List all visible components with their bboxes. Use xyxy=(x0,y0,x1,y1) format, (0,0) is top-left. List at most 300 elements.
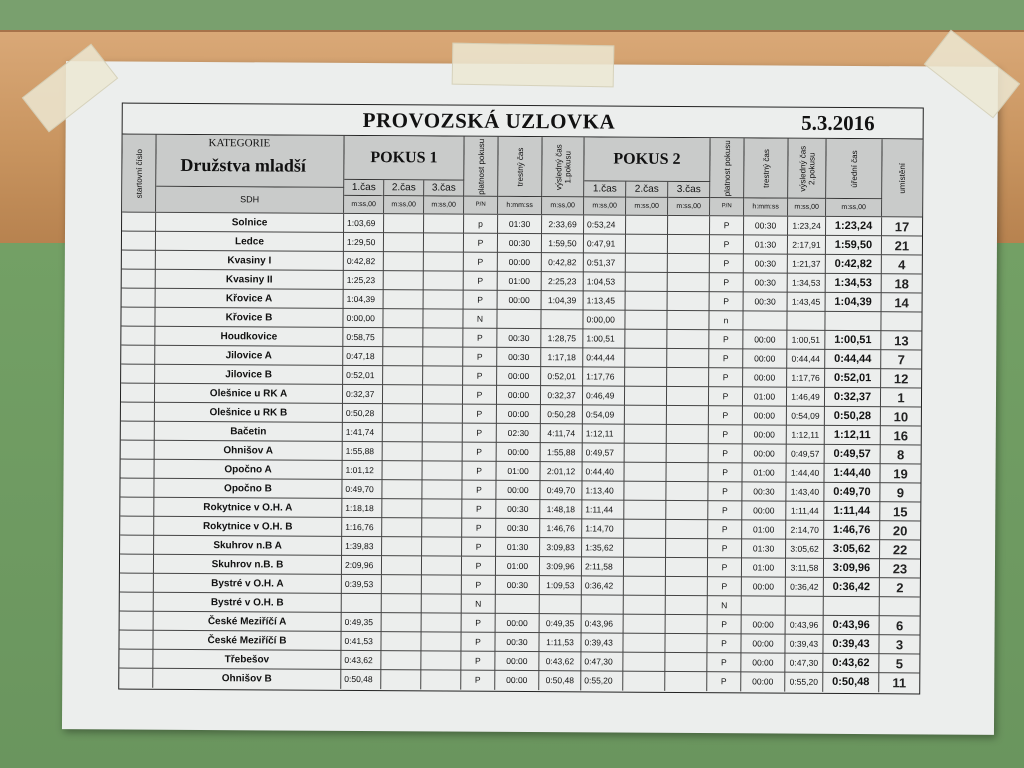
cell-name: Olešnice u RK A xyxy=(155,384,343,404)
cell-empty xyxy=(120,612,154,631)
cell-p2: 1:04,53 xyxy=(584,272,626,291)
cell-t2 xyxy=(743,311,787,330)
cell-empty xyxy=(624,463,666,482)
cell-p2: 1:13,45 xyxy=(584,291,626,310)
table-row xyxy=(119,668,919,693)
cell-t1 xyxy=(497,310,541,329)
tape-top xyxy=(452,43,615,88)
cell-p2: 0:43,96 xyxy=(582,614,624,633)
cell-r2: 1:34,53 xyxy=(788,274,826,293)
cell-v1: P xyxy=(462,614,496,633)
cell-empty xyxy=(383,328,423,347)
cell-p1: 1:16,76 xyxy=(342,518,382,537)
cell-empty xyxy=(381,632,421,651)
cell-r1: 0:52,01 xyxy=(541,367,583,386)
vysledny1-label: výsledný čas 1.pokusu xyxy=(553,143,573,190)
cell-r2: 1:23,24 xyxy=(788,217,826,236)
cell-off: 1:59,50 xyxy=(826,236,882,255)
cell-rank: 11 xyxy=(892,675,907,691)
cell-empty xyxy=(120,574,154,593)
cell-empty xyxy=(422,518,462,537)
cell-t2: 00:00 xyxy=(742,577,786,596)
header-platnost2 xyxy=(710,138,744,198)
cell-v1: P xyxy=(461,633,495,652)
cell-off: 0:39,43 xyxy=(823,635,879,654)
cell-p1: 0:00,00 xyxy=(343,309,383,328)
cell-rank: 14 xyxy=(894,295,909,311)
cell-p2: 1:00,51 xyxy=(583,329,625,348)
cell-r1: 0:32,37 xyxy=(541,386,583,405)
cell-empty xyxy=(122,213,156,232)
cell-p1: 1:25,23 xyxy=(344,271,384,290)
cell-v2: P xyxy=(708,482,742,501)
cell-p2: 0:36,42 xyxy=(582,576,624,595)
cell-name: Rokytnice v O.H. B xyxy=(154,517,342,537)
cell-r1: 0:42,82 xyxy=(542,253,584,272)
cell-empty xyxy=(624,558,666,577)
cell-p1: 2:09,96 xyxy=(342,556,382,575)
cell-v1: P xyxy=(462,500,496,519)
cell-p1: 0:50,28 xyxy=(343,404,383,423)
hmmss2-label: h:mm:ss xyxy=(744,198,788,215)
cell-t1: 00:00 xyxy=(497,443,541,462)
cell-empty xyxy=(625,330,667,349)
cell-empty xyxy=(382,537,422,556)
cell-empty xyxy=(623,672,665,691)
cell-v1: P xyxy=(463,348,497,367)
cell-p2: 0:51,37 xyxy=(584,253,626,272)
cell-v2: P xyxy=(710,235,744,254)
cell-t1: 00:30 xyxy=(497,329,541,348)
cell-p1: 0:39,53 xyxy=(342,575,382,594)
cell-t1: 00:30 xyxy=(497,348,541,367)
cell-rank: 5 xyxy=(895,656,904,672)
cell-empty xyxy=(624,596,666,615)
cell-empty xyxy=(424,233,464,252)
cell-r1: 1:11,53 xyxy=(539,633,581,652)
cell-empty xyxy=(424,252,464,271)
cell-t2: 00:30 xyxy=(744,292,788,311)
cell-r2: 0:43,96 xyxy=(786,616,824,635)
cell-t1: 00:30 xyxy=(498,234,542,253)
cell-empty xyxy=(666,520,708,539)
cell-empty xyxy=(624,615,666,634)
cell-v2: P xyxy=(709,387,743,406)
start-no-label: startovní číslo xyxy=(134,148,144,198)
header-start-no xyxy=(122,135,156,212)
cell-p2: 2:11,58 xyxy=(582,557,624,576)
trestny2-label: trestný čas xyxy=(761,148,771,188)
header-category xyxy=(156,135,344,188)
cell-v2: n xyxy=(709,311,743,330)
cell-empty xyxy=(422,461,462,480)
cell-empty xyxy=(625,349,667,368)
cell-t2: 00:30 xyxy=(742,482,786,501)
cell-v2: P xyxy=(708,615,742,634)
cell-empty xyxy=(625,311,667,330)
cell-empty xyxy=(666,463,708,482)
cell-empty xyxy=(384,214,424,233)
cell-r2 xyxy=(787,312,825,331)
cell-off: 0:32,37 xyxy=(825,388,881,407)
cell-empty xyxy=(423,366,463,385)
cell-empty xyxy=(424,214,464,233)
cell-t1: 00:30 xyxy=(496,519,540,538)
cell-empty xyxy=(381,651,421,670)
cell-p1: 0:41,53 xyxy=(341,632,381,651)
cell-rank xyxy=(881,312,921,331)
cell-r1: 1:59,50 xyxy=(542,234,584,253)
cell-empty xyxy=(383,423,423,442)
cell-p2: 1:12,11 xyxy=(583,424,625,443)
cell-r2: 1:12,11 xyxy=(787,426,825,445)
cell-t2: 01:00 xyxy=(742,520,786,539)
cell-p1: 1:41,74 xyxy=(343,423,383,442)
cell-empty xyxy=(668,216,710,235)
cell-empty xyxy=(668,273,710,292)
cell-empty xyxy=(121,327,155,346)
cell-t1: 01:00 xyxy=(498,272,542,291)
p1-cas1-header: 1.čas xyxy=(344,180,384,196)
cell-empty xyxy=(667,368,709,387)
header-trestny2 xyxy=(744,138,788,198)
cell-p2: 0:00,00 xyxy=(583,310,625,329)
cell-off: 1:00,51 xyxy=(825,331,881,350)
cell-empty xyxy=(667,425,709,444)
cell-empty xyxy=(382,461,422,480)
cell-empty xyxy=(423,347,463,366)
header-vysledny2 xyxy=(788,139,826,199)
cell-name: Kvasiny I xyxy=(156,251,344,271)
cell-name: Bystré v O.H. B xyxy=(154,593,342,613)
cell-empty xyxy=(666,615,708,634)
cell-p1: 1:04,39 xyxy=(344,290,384,309)
cell-v2: P xyxy=(707,672,741,691)
cell-off: 1:44,40 xyxy=(824,464,880,483)
cell-off: 0:49,57 xyxy=(825,445,881,464)
cell-r1: 2:25,23 xyxy=(542,272,584,291)
cell-empty xyxy=(382,518,422,537)
cell-p1: 1:01,12 xyxy=(342,461,382,480)
p1-unit1: m:ss,00 xyxy=(344,196,384,213)
cell-v2: P xyxy=(708,520,742,539)
cell-rank: 19 xyxy=(893,466,908,482)
cell-p2: 0:47,30 xyxy=(581,652,623,671)
cell-name: Rokytnice v O.H. A xyxy=(154,498,342,518)
cell-off xyxy=(825,312,881,331)
cell-r2: 0:39,43 xyxy=(785,635,823,654)
cell-t1: 00:00 xyxy=(497,405,541,424)
cell-v2: P xyxy=(709,406,743,425)
cell-name: České Meziříčí B xyxy=(153,631,341,651)
cell-v2: P xyxy=(709,349,743,368)
cell-empty xyxy=(423,328,463,347)
cell-empty xyxy=(421,670,461,689)
cell-p1: 1:29,50 xyxy=(344,233,384,252)
cell-v1: N xyxy=(463,310,497,329)
cell-t2: 00:30 xyxy=(744,216,788,235)
cell-off: 3:09,96 xyxy=(824,559,880,578)
cell-empty xyxy=(121,441,155,460)
cell-v1: N xyxy=(462,595,496,614)
header-pokus2 xyxy=(584,137,710,182)
cell-rank: 1 xyxy=(897,390,905,406)
cell-v1: P xyxy=(464,234,498,253)
p1-unit3: m:ss,00 xyxy=(424,196,464,213)
cell-off: 0:50,48 xyxy=(823,673,879,692)
cell-empty xyxy=(122,232,156,251)
cell-p1: 0:43,62 xyxy=(341,651,381,670)
cell-empty xyxy=(667,349,709,368)
cell-r1: 1:55,88 xyxy=(541,443,583,462)
cell-r2: 1:44,40 xyxy=(786,464,824,483)
cell-v2: P xyxy=(708,558,742,577)
cell-name: Skuhrov n.B A xyxy=(154,536,342,556)
cell-t2: 00:30 xyxy=(744,254,788,273)
cell-empty xyxy=(383,347,423,366)
header-umisteni xyxy=(882,139,922,216)
cell-p1: 1:39,83 xyxy=(342,537,382,556)
cell-r2: 1:46,49 xyxy=(787,388,825,407)
cell-r2: 0:36,42 xyxy=(786,578,824,597)
cell-p1: 0:50,48 xyxy=(341,670,381,689)
cell-name: Jilovice A xyxy=(155,346,343,366)
cell-v1: P xyxy=(461,652,495,671)
cell-empty xyxy=(668,292,710,311)
cell-empty xyxy=(625,425,667,444)
cell-v2: P xyxy=(708,463,742,482)
cell-name: Ohnišov A xyxy=(155,441,343,461)
cell-p1 xyxy=(342,594,382,613)
cell-t2: 00:00 xyxy=(743,406,787,425)
cell-empty xyxy=(665,653,707,672)
cell-empty xyxy=(120,536,154,555)
cell-v1: P xyxy=(464,291,498,310)
cell-t1: 00:00 xyxy=(498,253,542,272)
cell-empty xyxy=(665,672,707,691)
cell-name: Ohnišov B xyxy=(153,669,341,689)
cell-empty xyxy=(422,556,462,575)
cell-t2: 00:00 xyxy=(741,672,785,691)
cell-off: 0:43,62 xyxy=(823,654,879,673)
p2-unit3: m:ss,00 xyxy=(668,198,710,215)
cell-empty xyxy=(122,270,156,289)
cell-p2 xyxy=(582,595,624,614)
cell-v2: P xyxy=(707,634,741,653)
cell-t1: 01:00 xyxy=(496,557,540,576)
category-label: KATEGORIE xyxy=(208,137,271,150)
cell-name: Bačetin xyxy=(155,422,343,442)
p1-cas3-header: 3.čas xyxy=(424,180,464,196)
cell-r1: 3:09,83 xyxy=(540,538,582,557)
cell-empty xyxy=(624,577,666,596)
platnost1-label: platnost pokusu xyxy=(476,138,486,195)
header-pokus1 xyxy=(344,136,464,181)
cell-empty xyxy=(121,308,155,327)
results-table xyxy=(118,103,924,695)
cell-empty xyxy=(383,404,423,423)
cell-r2: 0:55,20 xyxy=(785,673,823,692)
cell-empty xyxy=(626,292,668,311)
vysledny2-label: výsledný čas 2.pokusu xyxy=(797,145,817,192)
cell-v1: P xyxy=(462,557,496,576)
cell-p1: 0:49,35 xyxy=(342,613,382,632)
cell-t1: 01:30 xyxy=(498,215,542,234)
cell-v1: P xyxy=(463,443,497,462)
cell-t1: 00:00 xyxy=(495,652,539,671)
cell-empty xyxy=(668,254,710,273)
cell-empty xyxy=(423,423,463,442)
cell-r2: 3:05,62 xyxy=(786,540,824,559)
cell-empty xyxy=(121,460,155,479)
cell-empty xyxy=(667,387,709,406)
cell-r1 xyxy=(540,595,582,614)
cell-v1: P xyxy=(464,272,498,291)
cell-v1: P xyxy=(462,481,496,500)
cell-empty xyxy=(384,252,424,271)
cell-rank: 2 xyxy=(896,580,904,596)
p2-cas2-header: 2.čas xyxy=(626,182,668,198)
cell-empty xyxy=(423,385,463,404)
cell-t1: 00:00 xyxy=(496,614,540,633)
cell-empty xyxy=(121,403,155,422)
cell-empty xyxy=(422,575,462,594)
vysledny1-unit: m:ss,00 xyxy=(542,197,584,214)
cell-empty xyxy=(422,613,462,632)
cell-t2: 00:00 xyxy=(743,425,787,444)
cell-name: Opočno A xyxy=(155,460,343,480)
cell-p1: 0:42,82 xyxy=(344,252,384,271)
cell-t1: 00:00 xyxy=(495,671,539,690)
cell-rank: 20 xyxy=(892,523,908,539)
cell-off: 1:12,11 xyxy=(825,426,881,445)
cell-r1: 1:48,18 xyxy=(540,500,582,519)
cell-p1: 1:55,88 xyxy=(343,442,383,461)
cell-empty xyxy=(421,651,461,670)
cell-r2: 2:17,91 xyxy=(788,236,826,255)
cell-r1: 0:50,48 xyxy=(539,671,581,690)
cell-v1: P xyxy=(462,519,496,538)
cell-empty xyxy=(668,235,710,254)
cell-v2: P xyxy=(708,539,742,558)
cell-t2: 00:00 xyxy=(742,615,786,634)
cell-t2: 00:00 xyxy=(743,349,787,368)
p1-unit2: m:ss,00 xyxy=(384,196,424,213)
cell-empty xyxy=(626,254,668,273)
header-uredni xyxy=(826,139,882,199)
cell-name: Houdkovice xyxy=(155,327,343,347)
cell-v1: p xyxy=(464,215,498,234)
cell-rank xyxy=(880,597,920,616)
cell-empty xyxy=(382,499,422,518)
cell-empty xyxy=(120,555,154,574)
cell-v2: N xyxy=(708,596,742,615)
cell-r2: 3:11,58 xyxy=(786,559,824,578)
p2-cas3-header: 3.čas xyxy=(668,182,710,198)
cell-empty xyxy=(120,517,154,536)
cell-t1: 00:30 xyxy=(495,633,539,652)
cell-empty xyxy=(121,365,155,384)
cell-empty xyxy=(119,650,153,669)
cell-off: 1:11,44 xyxy=(824,502,880,521)
cell-rank: 4 xyxy=(898,257,906,273)
cell-off: 0:44,44 xyxy=(825,350,881,369)
title-row xyxy=(123,104,923,140)
table-header xyxy=(122,135,922,217)
cell-r1: 0:49,70 xyxy=(540,481,582,500)
cell-empty xyxy=(666,596,708,615)
header-vysledny1 xyxy=(542,137,584,197)
cell-rank: 22 xyxy=(892,542,908,558)
cell-empty xyxy=(384,233,424,252)
umisteni-label: umístění xyxy=(897,162,907,194)
cell-name: Křovice B xyxy=(155,308,343,328)
cell-v2: P xyxy=(709,425,743,444)
cell-off: 1:46,76 xyxy=(824,521,880,540)
cell-rank: 7 xyxy=(897,352,905,368)
cell-off: 0:36,42 xyxy=(824,578,880,597)
cell-empty xyxy=(382,594,422,613)
cell-off: 1:23,24 xyxy=(826,217,882,236)
cell-empty xyxy=(422,499,462,518)
cell-v1: P xyxy=(463,367,497,386)
cell-t2: 00:00 xyxy=(743,368,787,387)
cell-p1: 0:47,18 xyxy=(343,347,383,366)
cell-r2: 0:54,09 xyxy=(787,407,825,426)
cell-empty xyxy=(382,480,422,499)
cell-empty xyxy=(121,422,155,441)
cell-t2: 00:00 xyxy=(741,634,785,653)
cell-t1: 01:30 xyxy=(496,538,540,557)
cell-name: Ledce xyxy=(156,232,344,252)
cell-empty xyxy=(667,311,709,330)
cell-p1: 0:58,75 xyxy=(343,328,383,347)
cell-p2: 0:47,91 xyxy=(584,234,626,253)
cell-rank: 9 xyxy=(896,485,905,501)
cell-v2: P xyxy=(708,501,742,520)
cell-t2: 01:00 xyxy=(743,387,787,406)
cell-v1: P xyxy=(463,329,497,348)
cell-r1: 0:50,28 xyxy=(541,405,583,424)
cell-name: Skuhrov n.B. B xyxy=(154,555,342,575)
trestny1-label: trestný čas xyxy=(515,147,525,186)
cell-t1: 00:30 xyxy=(496,500,540,519)
cell-t1: 00:00 xyxy=(497,386,541,405)
cell-empty xyxy=(382,613,422,632)
cell-v1: P xyxy=(463,424,497,443)
cell-r1: 2:01,12 xyxy=(540,462,582,481)
cell-r2: 1:00,51 xyxy=(787,331,825,350)
cell-v2: P xyxy=(710,292,744,311)
cell-empty xyxy=(119,669,153,688)
vysledny2-unit: m:ss,00 xyxy=(788,199,826,216)
cell-empty xyxy=(626,235,668,254)
cell-t2: 00:00 xyxy=(743,330,787,349)
uredni-label: úřední čas xyxy=(849,149,859,188)
cell-v2: P xyxy=(709,444,743,463)
cell-t1: 01:00 xyxy=(496,462,540,481)
cell-r1: 2:33,69 xyxy=(542,215,584,234)
cell-t2: 01:30 xyxy=(742,539,786,558)
cell-off: 0:42,82 xyxy=(826,255,882,274)
cell-off xyxy=(824,597,880,616)
cell-empty xyxy=(381,670,421,689)
cell-v1: P xyxy=(462,576,496,595)
cell-v2: P xyxy=(710,216,744,235)
cell-off: 0:49,70 xyxy=(824,483,880,502)
cell-p1: 0:32,37 xyxy=(343,385,383,404)
cell-r2: 1:17,76 xyxy=(787,369,825,388)
